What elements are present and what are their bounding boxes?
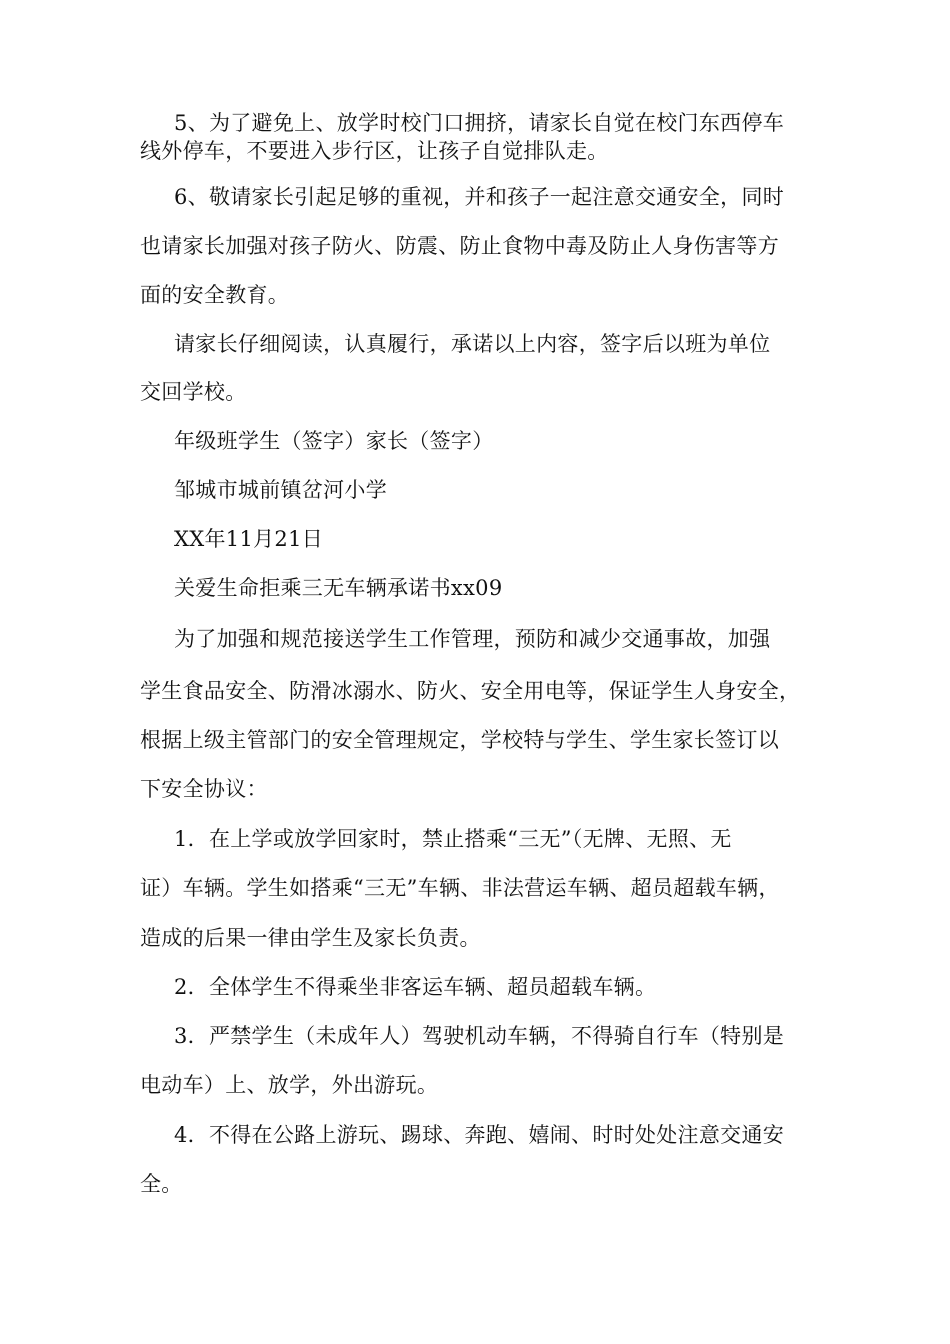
list-item-line: 证）车辆。学生如搭乘“三无”车辆、非法营运车辆、超员超载车辆， bbox=[140, 876, 780, 900]
signature-line: 年级班学生（签字）家长（签字） bbox=[174, 429, 494, 453]
paragraph-line: 面的安全教育。 bbox=[140, 283, 290, 307]
paragraph-line: 根据上级主管部门的安全管理规定，学校特与学生、学生家长签订以 bbox=[140, 728, 779, 752]
paragraph-line: 6、敬请家长引起足够的重视，并和孩子一起注意交通安全，同时 bbox=[174, 185, 785, 209]
school-name: 邹城市城前镇岔河小学 bbox=[174, 478, 387, 502]
paragraph-line: 线外停车，不要进入步行区，让孩子自觉排队走。 bbox=[140, 139, 609, 163]
paragraph-line: 为了加强和规范接送学生工作管理，预防和减少交通事故，加强 bbox=[174, 627, 771, 651]
section-title: 关爱生命拒乘三无车辆承诺书xx09 bbox=[174, 576, 503, 600]
paragraph-line: 交回学校。 bbox=[140, 380, 247, 404]
list-item-line: 全。 bbox=[140, 1172, 183, 1196]
list-item-line: 造成的后果一律由学生及家长负责。 bbox=[140, 926, 481, 950]
paragraph-line: 5、为了避免上、放学时校门口拥挤，请家长自觉在校门东西停车 bbox=[174, 111, 785, 135]
document-date: XX年11月21日 bbox=[174, 527, 324, 551]
paragraph-line: 下安全协议： bbox=[140, 777, 268, 801]
list-item-line: 3．严禁学生（未成年人）驾驶机动车辆，不得骑自行车（特别是 bbox=[174, 1024, 785, 1048]
paragraph-line: 请家长仔细阅读，认真履行，承诺以上内容，签字后以班为单位 bbox=[174, 332, 771, 356]
list-item-line: 1．在上学或放学回家时，禁止搭乘“三无”（无牌、无照、无 bbox=[174, 827, 732, 851]
list-item-line: 2．全体学生不得乘坐非客运车辆、超员超载车辆。 bbox=[174, 975, 657, 999]
list-item-line: 4．不得在公路上游玩、踢球、奔跑、嬉闹、时时处处注意交通安 bbox=[174, 1123, 785, 1147]
paragraph-line: 学生食品安全、防滑冰溺水、防火、安全用电等，保证学生人身安全， bbox=[140, 679, 801, 703]
list-item-line: 电动车）上、放学，外出游玩。 bbox=[140, 1073, 439, 1097]
paragraph-line: 也请家长加强对孩子防火、防震、防止食物中毒及防止人身伤害等方 bbox=[140, 234, 779, 258]
